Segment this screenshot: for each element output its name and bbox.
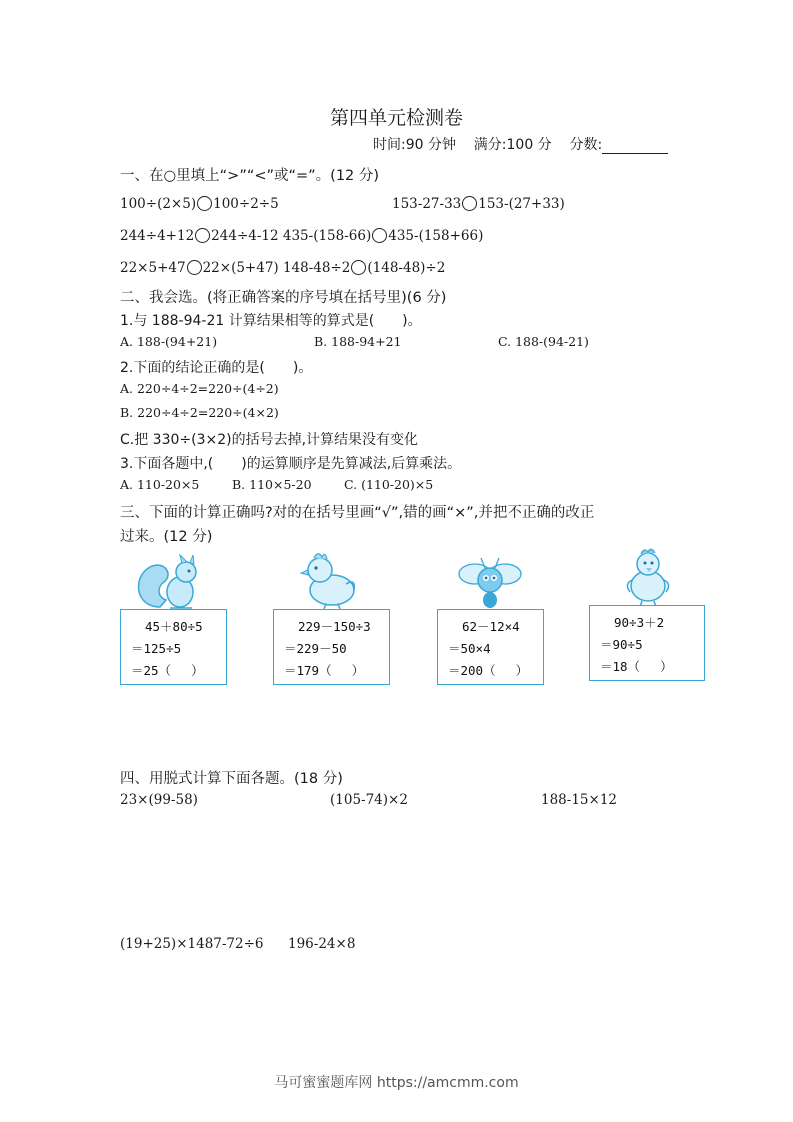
calc-card-2 [273,609,390,685]
expr: (148-48)÷2 [367,260,446,276]
expr: 153-27-33 [392,196,462,212]
card-line: ＝50×4 [448,641,491,656]
q1-option-b[interactable]: B. 188-94+21 [314,334,402,349]
q3-option-a[interactable]: A. 110-20×5 [120,477,200,492]
footer-watermark: 马可蜜蜜题库网 https://amcmm.com [274,1075,519,1091]
card-line: 45＋80÷5 [145,619,203,634]
score-label: 分数: [569,137,603,153]
q1-option-a[interactable]: A. 188-(94+21) [120,334,218,349]
rooster-icon [618,546,676,608]
expr: 22×(5+47) 148-48÷2 [202,260,351,276]
expr: 22×5+47 [120,260,186,276]
answer-circle[interactable] [195,228,210,243]
q3-option-c[interactable]: C. (110-20)×5 [344,477,434,492]
card-answer-line[interactable]: ＝18（ ） [600,659,673,674]
section-4-heading: 四、用脱式计算下面各题。(18 分) [120,771,343,787]
card-answer-line[interactable]: ＝179（ ） [284,663,365,678]
full-score-label: 满分:100 分 [473,137,552,153]
answer-circle[interactable] [351,260,366,275]
q1-option-c[interactable]: C. 188-(94-21) [498,334,589,349]
card-answer-line[interactable]: ＝25（ ） [131,663,204,678]
section-2-heading: 二、我会选。(将正确答案的序号填在括号里)(6 分) [120,290,447,306]
problem-3: 188-15×12 [541,792,617,808]
compare-row-1a [120,196,279,212]
calc-card-3 [437,609,544,685]
answer-circle[interactable] [462,196,477,211]
answer-circle[interactable] [197,196,212,211]
card-line: ＝229－50 [284,641,347,656]
calc-card-4 [589,605,705,681]
question-1: 1.与 188-94-21 计算结果相等的算式是( )。 [120,313,422,329]
problem-1: 23×(99-58) [120,792,198,808]
compare-row-1b [392,196,565,212]
expr: 153-(27+33) [478,196,565,212]
card-answer-line[interactable]: ＝200（ ） [448,663,529,678]
compare-row-2 [120,228,483,244]
page-title: 第四单元检测卷 [329,107,463,129]
card-line: 90÷3＋2 [614,615,665,630]
answer-circle[interactable] [187,260,202,275]
answer-circle[interactable] [372,228,387,243]
card-line: 229－150÷3 [298,619,371,634]
squirrel-icon [130,552,206,612]
card-line: ＝90÷5 [600,637,643,652]
section-3-heading-line-1: 三、下面的计算正确吗?对的在括号里画“√”,错的画“×”,并把不正确的改正 [120,505,595,521]
q3-option-b[interactable]: B. 110×5-20 [232,477,312,492]
expr: 435-(158+66) [388,228,484,244]
time-label: 时间:90 分钟 [373,137,456,153]
chick-icon [298,548,362,610]
q2-option-a[interactable]: A. 220÷4÷2=220÷(4÷2) [120,381,279,396]
section-1-heading: 一、在○里填上“>”“<”或“=”。(12 分) [120,168,380,184]
calc-card-1 [120,609,227,685]
problem-4: (19+25)×1487-72÷6 [120,936,264,952]
expr: 244÷4+12 [120,228,195,244]
score-blank[interactable] [602,139,668,154]
section-3-heading-line-2: 过来。(12 分) [120,529,213,545]
problem-2: (105-74)×2 [330,792,408,808]
expr: 100÷(2×5) [120,196,197,212]
problem-5: 196-24×8 [288,936,356,952]
expr: 100÷2÷5 [213,196,279,212]
card-line: 62－12×4 [462,619,520,634]
q2-option-b[interactable]: B. 220÷4÷2=220÷(4×2) [120,405,279,420]
card-line: ＝125÷5 [131,641,182,656]
expr: 244÷4-12 435-(158-66) [211,228,372,244]
compare-row-3 [120,260,445,276]
question-3: 3.下面各题中,( )的运算顺序是先算减法,后算乘法。 [120,456,462,472]
q2-option-c[interactable]: C.把 330÷(3×2)的括号去掉,计算结果没有变化 [120,432,419,448]
question-2: 2.下面的结论正确的是( )。 [120,360,313,376]
bee-icon [455,552,525,610]
exam-meta [373,134,668,154]
